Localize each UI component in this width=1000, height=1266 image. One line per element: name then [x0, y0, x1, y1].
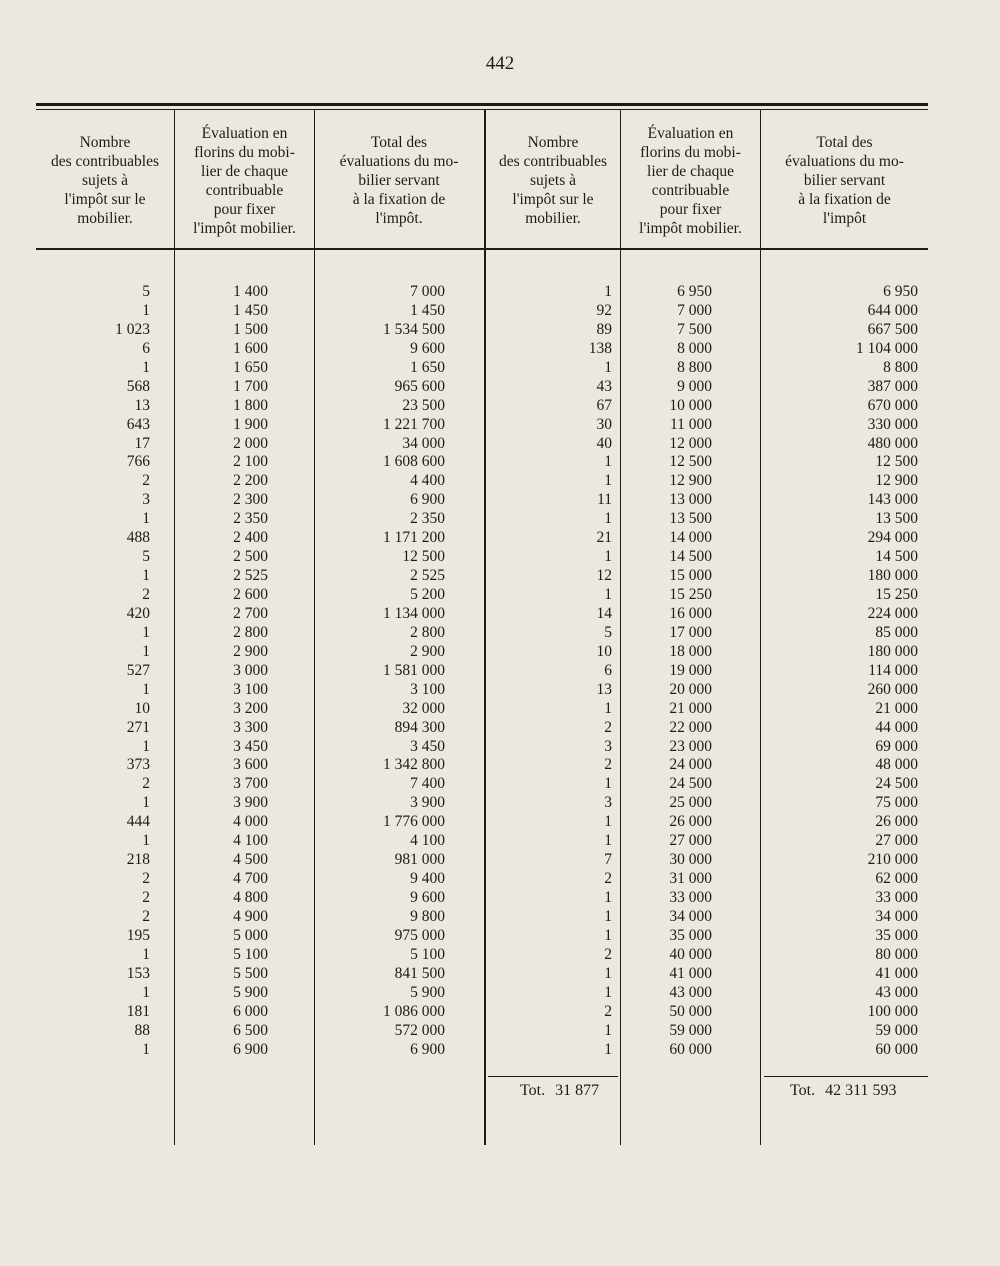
- table-cell: 667 500: [867, 320, 918, 338]
- table-cell: 1: [604, 907, 612, 925]
- table-cell: 3 450: [410, 737, 445, 755]
- table-cell: 1 342 800: [383, 756, 445, 774]
- table-cell: 41 000: [875, 964, 918, 982]
- table-cell: 2: [604, 756, 612, 774]
- table-cell: 2 400: [233, 529, 268, 547]
- table-cell: 26 000: [875, 813, 918, 831]
- table-cell: 24 500: [875, 775, 918, 793]
- total-count-value: 31 877: [555, 1082, 600, 1099]
- table-cell: 1 608 600: [383, 453, 445, 471]
- table-cell: 2: [142, 870, 150, 888]
- table-cell: 21 000: [875, 699, 918, 717]
- table-cell: 2 700: [233, 604, 268, 622]
- table-cell: 644 000: [867, 301, 918, 319]
- table-cell: 2 800: [410, 623, 445, 641]
- table-cell: 1 600: [233, 339, 268, 357]
- table-cell: 1 700: [233, 377, 268, 395]
- table-cell: 1: [604, 1040, 612, 1058]
- table-cell: 114 000: [868, 661, 918, 679]
- table-cell: 50 000: [669, 1002, 712, 1020]
- table-cell: 1: [604, 813, 612, 831]
- table-cell: 1: [142, 567, 150, 585]
- table-cell: 224 000: [867, 604, 918, 622]
- table-cell: 6 900: [410, 491, 445, 509]
- table-cell: 5: [142, 548, 150, 566]
- table-cell: 20 000: [669, 680, 712, 698]
- table-cell: 40: [596, 434, 612, 452]
- table-cell: 2: [142, 586, 150, 603]
- table-cell: 2 900: [410, 642, 445, 660]
- table-cell: 373: [126, 756, 150, 774]
- table-cell: 5: [604, 623, 612, 641]
- column-divider: [174, 110, 175, 1145]
- table-cell: 527: [126, 661, 150, 679]
- table-cell: 1: [142, 642, 150, 660]
- table-cell: 14 500: [669, 548, 712, 566]
- table-cell: 41 000: [669, 964, 712, 982]
- table-cell: 965 600: [394, 377, 445, 395]
- header-left-count: Nombre des contribuables sujets à l'impôt sur le mobilier.: [50, 134, 160, 227]
- table-cell: 1: [604, 926, 612, 944]
- table-cell: 218: [126, 851, 150, 869]
- table-cell: 3: [142, 491, 150, 509]
- table-cell: 21: [596, 529, 612, 547]
- table-cell: 4 100: [233, 832, 268, 850]
- table-cell: 6 500: [233, 1021, 268, 1039]
- table-cell: 1 500: [233, 320, 268, 338]
- table-cell: 143 000: [867, 491, 918, 509]
- table-cell: 30 000: [669, 851, 712, 869]
- table-cell: 12 500: [669, 453, 712, 471]
- table-cell: 9 800: [410, 907, 445, 925]
- table-cell: 6: [142, 339, 150, 357]
- table-cell: 841 500: [394, 964, 445, 982]
- table-cell: 13: [134, 396, 150, 414]
- table-cell: 35 000: [669, 926, 712, 944]
- table-cell: 89: [596, 320, 612, 338]
- table-cell: 387 000: [867, 377, 918, 395]
- table-cell: 10: [134, 699, 150, 717]
- table-cell: 1 104 000: [856, 339, 918, 357]
- table-cell: 6 950: [677, 283, 712, 300]
- table-cell: 5 000: [233, 926, 268, 944]
- table-cell: 10: [596, 642, 612, 660]
- table-cell: 17 000: [669, 623, 712, 641]
- table-cell: 2: [604, 1002, 612, 1020]
- table-cell: 480 000: [867, 434, 918, 452]
- table-cell: 2 600: [233, 586, 268, 603]
- table-cell: 4 400: [410, 472, 445, 490]
- table-cell: 11: [597, 491, 612, 509]
- table-cell: 15 250: [875, 586, 918, 603]
- table-cell: 7: [604, 851, 612, 869]
- table-cell: 13 000: [669, 491, 712, 509]
- table-cell: 35 000: [875, 926, 918, 944]
- table-cell: 294 000: [867, 529, 918, 547]
- table-cell: 27 000: [875, 832, 918, 850]
- table-cell: 12 500: [875, 453, 918, 471]
- table-cell: 7 400: [410, 775, 445, 793]
- table-cell: 9 600: [410, 889, 445, 906]
- table-cell: 6: [604, 661, 612, 679]
- table-cell: 4 100: [410, 832, 445, 850]
- table-cell: 9 400: [410, 870, 445, 888]
- table-cell: 5: [142, 283, 150, 300]
- table-cell: 8 000: [677, 339, 712, 357]
- table-cell: 59 000: [669, 1021, 712, 1039]
- table-cell: 1: [142, 983, 150, 1001]
- table-cell: 1: [604, 510, 612, 528]
- table-cell: 1: [142, 358, 150, 376]
- table-cell: 3 200: [233, 699, 268, 717]
- table-cell: 14 500: [875, 548, 918, 566]
- table-cell: 2: [604, 945, 612, 963]
- table-cell: 3 900: [410, 794, 445, 812]
- table-cell: 180 000: [867, 567, 918, 585]
- table-cell: 2 350: [410, 510, 445, 528]
- table-cell: 34 000: [875, 907, 918, 925]
- table-cell: 15 250: [669, 586, 712, 603]
- table-cell: 60 000: [875, 1040, 918, 1058]
- table-cell: 1: [604, 548, 612, 566]
- table-cell: 67: [596, 396, 612, 414]
- left-total-column: [340, 283, 445, 1059]
- table-cell: 2 000: [233, 434, 268, 452]
- table-cell: 1 400: [233, 283, 268, 300]
- table-cell: 3 100: [233, 680, 268, 698]
- table-cell: 6 000: [233, 1002, 268, 1020]
- table-cell: 1: [604, 775, 612, 793]
- table-cell: 1: [142, 794, 150, 812]
- left-evaluation-column: [200, 283, 268, 1059]
- table-cell: 5 900: [233, 983, 268, 1001]
- table-cell: 260 000: [867, 680, 918, 698]
- header-right-count: Nombre des contribuables sujets à l'impôt sur le mobilier.: [498, 134, 608, 227]
- table-cell: 1 221 700: [383, 415, 445, 433]
- table-cell: 19 000: [669, 661, 712, 679]
- total-sum-label: Tot.: [790, 1082, 816, 1099]
- table-cell: 1: [604, 832, 612, 850]
- table-cell: 3 900: [233, 794, 268, 812]
- table-cell: 85 000: [875, 623, 918, 641]
- table-cell: 1: [142, 832, 150, 850]
- table-cell: 25 000: [669, 794, 712, 812]
- table-cell: 4 800: [233, 889, 268, 906]
- table-cell: 572 000: [394, 1021, 445, 1039]
- table-cell: 3 600: [233, 756, 268, 774]
- table-cell: 43: [596, 377, 612, 395]
- table-cell: 488: [126, 529, 150, 547]
- table-cell: 5 100: [233, 945, 268, 963]
- table-cell: 3 700: [233, 775, 268, 793]
- table-cell: 59 000: [875, 1021, 918, 1039]
- column-divider: [620, 110, 621, 1145]
- table-cell: 1: [604, 964, 612, 982]
- table-cell: 43 000: [875, 983, 918, 1001]
- table-cell: 14: [596, 604, 612, 622]
- table-cell: 195: [126, 926, 150, 944]
- table-cell: 12: [596, 567, 612, 585]
- table-cell: 1 534 500: [383, 320, 445, 338]
- table-cell: 6 900: [233, 1040, 268, 1058]
- table-cell: 2 350: [233, 510, 268, 528]
- header-right-evaluation: Évaluation en florins du mobi- lier de chaque contribuable pour fixer l'impôt mobilier.: [639, 124, 742, 237]
- page-number: 442: [485, 53, 515, 74]
- table-cell: 2: [604, 718, 612, 736]
- table-cell: 92: [596, 301, 612, 319]
- table-cell: 10 000: [669, 396, 712, 414]
- right-total-column: [790, 283, 918, 1059]
- table-cell: 17: [134, 434, 150, 452]
- table-cell: 9 600: [410, 339, 445, 357]
- table-cell: 1: [142, 680, 150, 698]
- table-cell: 13 500: [669, 510, 712, 528]
- table-cell: 43 000: [669, 983, 712, 1001]
- table-cell: 420: [126, 604, 150, 622]
- table-cell: 981 000: [394, 851, 445, 869]
- table-cell: 3 300: [233, 718, 268, 736]
- table-cell: 4 500: [233, 851, 268, 869]
- table-cell: 568: [126, 377, 150, 395]
- table-cell: 1: [142, 510, 150, 528]
- total-rule-count: [488, 1076, 618, 1077]
- table-cell: 12 500: [402, 548, 445, 566]
- right-evaluation-column: [630, 283, 712, 1059]
- table-cell: 2: [142, 907, 150, 925]
- table-cell: 138: [588, 339, 612, 357]
- table-cell: 5 500: [233, 964, 268, 982]
- table-cell: 766: [126, 453, 150, 471]
- table-cell: 22 000: [669, 718, 712, 736]
- table-cell: 8 800: [883, 358, 918, 376]
- table-cell: 5 900: [410, 983, 445, 1001]
- table-cell: 4 900: [233, 907, 268, 925]
- table-cell: 271: [126, 718, 150, 736]
- right-count-column: [540, 283, 612, 1059]
- table-cell: 33 000: [669, 889, 712, 906]
- table-cell: 1: [142, 1040, 150, 1058]
- table-cell: 12 000: [669, 434, 712, 452]
- table-cell: 2: [604, 870, 612, 888]
- table-cell: 1: [142, 737, 150, 755]
- table-cell: 4 000: [233, 813, 268, 831]
- total-count: [520, 1082, 599, 1100]
- table-cell: 30: [596, 415, 612, 433]
- total-sum: [790, 1082, 897, 1100]
- table-cell: 16 000: [669, 604, 712, 622]
- top-rule-thin: [36, 109, 928, 110]
- table-cell: 13: [596, 680, 612, 698]
- table-cell: 11 000: [669, 415, 712, 433]
- table-cell: 6 900: [410, 1040, 445, 1058]
- table-cell: 2: [142, 775, 150, 793]
- table-cell: 34 000: [669, 907, 712, 925]
- table-cell: 2 300: [233, 491, 268, 509]
- table-cell: 13 500: [875, 510, 918, 528]
- table-cell: 1 900: [233, 415, 268, 433]
- table-cell: 2 800: [233, 623, 268, 641]
- table-cell: 2 900: [233, 642, 268, 660]
- table-cell: 1: [604, 358, 612, 376]
- table-cell: 1 023: [115, 320, 150, 338]
- table-cell: 1 650: [233, 358, 268, 376]
- table-cell: 21 000: [669, 699, 712, 717]
- table-cell: 2: [142, 889, 150, 906]
- table-cell: 32 000: [402, 699, 445, 717]
- table-cell: 1: [604, 1021, 612, 1039]
- table-cell: 40 000: [669, 945, 712, 963]
- table-cell: 1 171 200: [383, 529, 445, 547]
- table-cell: 3: [604, 794, 612, 812]
- table-cell: 1 650: [410, 358, 445, 376]
- table-cell: 180 000: [867, 642, 918, 660]
- table-cell: 975 000: [394, 926, 445, 944]
- total-sum-value: 42 311 593: [825, 1082, 897, 1099]
- table-cell: 2 200: [233, 472, 268, 490]
- table-cell: 1 450: [233, 301, 268, 319]
- table-cell: 1 086 000: [383, 1002, 445, 1020]
- table-cell: 23 500: [402, 396, 445, 414]
- table-cell: 18 000: [669, 642, 712, 660]
- table-cell: 1 134 000: [383, 604, 445, 622]
- table-cell: 3 000: [233, 661, 268, 679]
- table-cell: 1 800: [233, 396, 268, 414]
- table-cell: 2 500: [233, 548, 268, 566]
- table-cell: 14 000: [669, 529, 712, 547]
- column-divider: [314, 110, 315, 1145]
- table-cell: 4 700: [233, 870, 268, 888]
- table-cell: 5 200: [410, 586, 445, 603]
- table-cell: 3 450: [233, 737, 268, 755]
- left-count-column: [80, 283, 150, 1059]
- table-cell: 88: [134, 1021, 150, 1039]
- table-cell: 210 000: [867, 851, 918, 869]
- table-cell: 7 500: [677, 320, 712, 338]
- table-cell: 1: [604, 983, 612, 1001]
- table-cell: 670 000: [867, 396, 918, 414]
- table-cell: 69 000: [875, 737, 918, 755]
- center-divider: [484, 110, 486, 1145]
- table-cell: 1 776 000: [383, 813, 445, 831]
- table-cell: 100 000: [867, 1002, 918, 1020]
- table-cell: 6 950: [883, 283, 918, 300]
- table-cell: 3: [604, 737, 612, 755]
- table-cell: 12 900: [875, 472, 918, 490]
- table-cell: 1: [604, 453, 612, 471]
- table-cell: 44 000: [875, 718, 918, 736]
- table-cell: 60 000: [669, 1040, 712, 1058]
- header-right-total: Total des évaluations du mo- bilier servant à la fixation de l'impôt: [785, 134, 904, 227]
- table-cell: 2: [142, 472, 150, 490]
- table-cell: 444: [126, 813, 150, 831]
- table-cell: 8 800: [677, 358, 712, 376]
- table-cell: 1: [142, 623, 150, 641]
- header-bottom-rule: [36, 248, 928, 250]
- table-cell: 1: [604, 889, 612, 906]
- total-count-label: Tot.: [520, 1082, 546, 1099]
- table-cell: 24 000: [669, 756, 712, 774]
- table-cell: 1: [604, 699, 612, 717]
- table-cell: 643: [126, 415, 150, 433]
- table-cell: 3 100: [410, 680, 445, 698]
- table-cell: 1: [604, 283, 612, 300]
- table-cell: 7 000: [677, 301, 712, 319]
- header-left-evaluation: Évaluation en florins du mobi- lier de chaque contribuable pour fixer l'impôt mobilier.: [193, 124, 296, 237]
- table-cell: 27 000: [669, 832, 712, 850]
- total-rule-sum: [764, 1076, 928, 1077]
- table-cell: 26 000: [669, 813, 712, 831]
- table-cell: 2 100: [233, 453, 268, 471]
- table-cell: 1: [142, 945, 150, 963]
- table-cell: 2 525: [410, 567, 445, 585]
- table-cell: 1: [142, 301, 150, 319]
- header-left-total: Total des évaluations du mo- bilier servant à la fixation de l'impôt.: [339, 134, 459, 227]
- table-cell: 5 100: [410, 945, 445, 963]
- table-cell: 9 000: [677, 377, 712, 395]
- table-cell: 31 000: [669, 870, 712, 888]
- table-cell: 80 000: [875, 945, 918, 963]
- table-cell: 1: [604, 586, 612, 603]
- table-cell: 330 000: [867, 415, 918, 433]
- table-cell: 15 000: [669, 567, 712, 585]
- table-cell: 75 000: [875, 794, 918, 812]
- table-cell: 7 000: [410, 283, 445, 300]
- top-rule-thick: [36, 103, 928, 106]
- table-cell: 1: [604, 472, 612, 490]
- table-cell: 2 525: [233, 567, 268, 585]
- table-cell: 1 581 000: [383, 661, 445, 679]
- table-cell: 24 500: [669, 775, 712, 793]
- table-cell: 153: [126, 964, 150, 982]
- table-cell: 12 900: [669, 472, 712, 490]
- table-cell: 48 000: [875, 756, 918, 774]
- table-cell: 62 000: [875, 870, 918, 888]
- table-cell: 1 450: [410, 301, 445, 319]
- column-divider: [760, 110, 761, 1145]
- table-cell: 33 000: [875, 889, 918, 906]
- table-cell: 23 000: [669, 737, 712, 755]
- table-cell: 34 000: [402, 434, 445, 452]
- table-cell: 181: [126, 1002, 150, 1020]
- table-cell: 894 300: [394, 718, 445, 736]
